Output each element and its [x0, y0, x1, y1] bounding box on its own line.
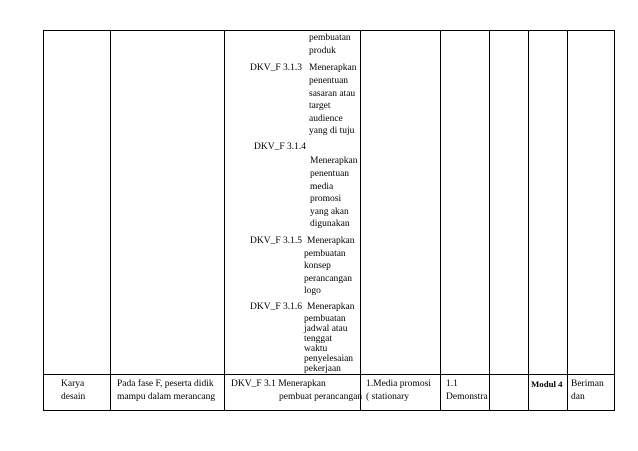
objective-code: DKV_F 3.1.4 [254, 142, 306, 152]
column-divider-2 [224, 30, 225, 411]
objective-text-line: yang akan [310, 207, 349, 217]
objective-text-line: penentuan [310, 169, 350, 179]
module-label: Modul 4 [531, 379, 563, 389]
column-divider-5 [489, 30, 490, 411]
column-1-text: Karya [61, 379, 85, 389]
objective-label: Menerapkan [307, 236, 355, 246]
objective-text-line: pembuatan [304, 249, 346, 259]
objective-text-line: promosi [310, 194, 342, 204]
objective-text-line: produk [309, 46, 336, 56]
column-divider-7 [567, 30, 568, 411]
objective-text-line: audience [309, 114, 343, 124]
objective-text-line: penyelesaian [304, 354, 354, 364]
column-3-text: pembuat perancangan [279, 392, 363, 402]
objective-text-line: pembuatan [309, 33, 351, 43]
column-4-text: 1.Media promosi [366, 379, 431, 389]
objective-text-line: tenggat [304, 334, 332, 344]
column-3-text: DKV_F 3.1 Menerapkan [231, 379, 326, 389]
column-5-text: Demonstra [446, 392, 488, 402]
objective-text-line: target [309, 101, 331, 111]
column-divider-3 [360, 30, 361, 411]
objective-text-line: jadwal atau [304, 324, 348, 334]
objective-text-line: media [310, 182, 334, 192]
column-2-text: Pada fase F, peserta didik [117, 379, 214, 389]
objective-label: Menerapkan [309, 63, 357, 73]
objective-text-line: yang di tuju [309, 126, 355, 136]
column-divider-6 [528, 30, 529, 411]
objective-code: DKV_F 3.1.5 [250, 236, 302, 246]
objective-code: DKV_F 3.1.6 [250, 302, 302, 312]
objective-code: DKV_F 3.1.3 [250, 63, 302, 73]
column-4-text: ( stationary [366, 392, 410, 402]
column-divider-1 [110, 30, 111, 411]
column-2-text: mampu dalam merancang [117, 392, 216, 402]
objective-text-line: pembuatan [304, 314, 346, 324]
objective-text-line: penentuan [309, 76, 349, 86]
column-5-text: 1.1 [446, 379, 458, 389]
objective-text-line: sasaran atau [309, 89, 356, 99]
objective-label: Menerapkan [307, 302, 355, 312]
objective-text-line: Menerapkan [310, 156, 358, 166]
objective-text-line: pekerjaan [304, 364, 341, 374]
objective-text-line: waktu [304, 344, 328, 354]
objective-text-line: digunakan [310, 219, 350, 229]
column-divider-4 [440, 30, 441, 411]
column-8-text: Beriman [571, 379, 604, 389]
table-left-border [43, 30, 44, 411]
column-8-text: dan [571, 392, 585, 402]
objective-text-line: perancangan [304, 274, 352, 284]
table-right-border [614, 30, 615, 411]
objective-text-line: konsep [304, 261, 331, 271]
objective-text-line: logo [304, 286, 321, 296]
column-1-text: desain [61, 392, 86, 402]
